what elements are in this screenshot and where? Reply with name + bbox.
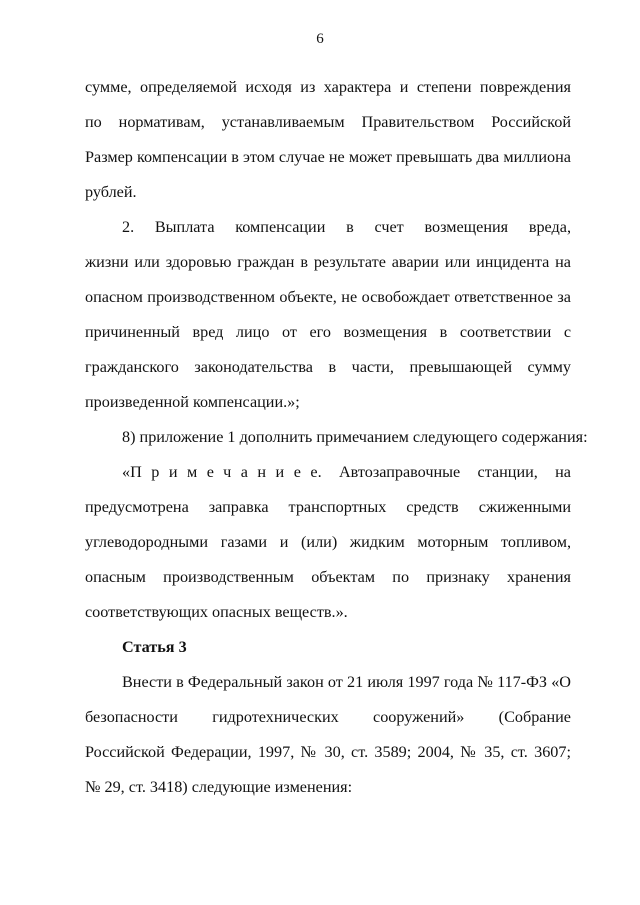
text-line: предусмотрена заправка транспортных средств сжиженными bbox=[85, 498, 571, 516]
text-line: соответствующих опасных веществ.». bbox=[85, 603, 348, 621]
text-line: 8) приложение 1 дополнить примечанием следующего содержания: bbox=[122, 428, 588, 446]
text-line: причиненный вред лицо от его возмещения в соответствии с bbox=[85, 323, 571, 341]
text-line: жизни или здоровью граждан в результате аварии или инцидента на bbox=[85, 253, 571, 271]
quote-open: « bbox=[122, 463, 131, 481]
paragraph-article-3 bbox=[85, 665, 571, 805]
paragraph-compensation-amount bbox=[85, 70, 571, 210]
article-heading: Статья 3 bbox=[122, 638, 187, 656]
note-text: е. Автозаправочные станции, на bbox=[310, 463, 571, 481]
text-line: № 29, ст. 3418) следующие изменения: bbox=[85, 778, 353, 796]
text-line bbox=[85, 455, 571, 490]
page-number: 6 bbox=[316, 31, 324, 47]
text-line: Российской Федерации, 1997, № 30, ст. 3589; 2004, № 35, ст. 3607; bbox=[85, 743, 571, 761]
text-line: произведенной компенсации.»; bbox=[85, 393, 300, 411]
text-line: опасном производственном объекте, не освобождает ответственное за bbox=[85, 288, 571, 306]
text-line: Размер компенсации в этом случае не может превышать два миллиона bbox=[85, 148, 571, 166]
text-line: безопасности гидротехнических сооружений» (Собрание bbox=[85, 708, 571, 726]
note-label: Примечание bbox=[130, 463, 311, 481]
paragraph-note bbox=[85, 455, 571, 630]
text-line: по нормативам, устанавливаемым Правительством Российской bbox=[85, 113, 571, 131]
paragraph-8-appendix bbox=[85, 420, 588, 455]
text-line: Внести в Федеральный закон от 21 июля 1997 года № 117-ФЗ «О bbox=[122, 673, 571, 691]
text-line: сумме, определяемой исходя из характера и степени повреждения bbox=[85, 78, 571, 96]
text-line: опасным производственным объектам по признаку хранения bbox=[85, 568, 571, 586]
document-body bbox=[85, 70, 588, 805]
text-line: 2. Выплата компенсации в счет возмещения вреда, bbox=[122, 218, 571, 236]
text-line: гражданского законодательства в части, превышающей сумму bbox=[85, 358, 571, 376]
paragraph-2-payment bbox=[85, 210, 571, 420]
text-line: углеводородными газами и (или) жидким моторным топливом, bbox=[85, 533, 571, 551]
text-line: рублей. bbox=[85, 183, 137, 201]
